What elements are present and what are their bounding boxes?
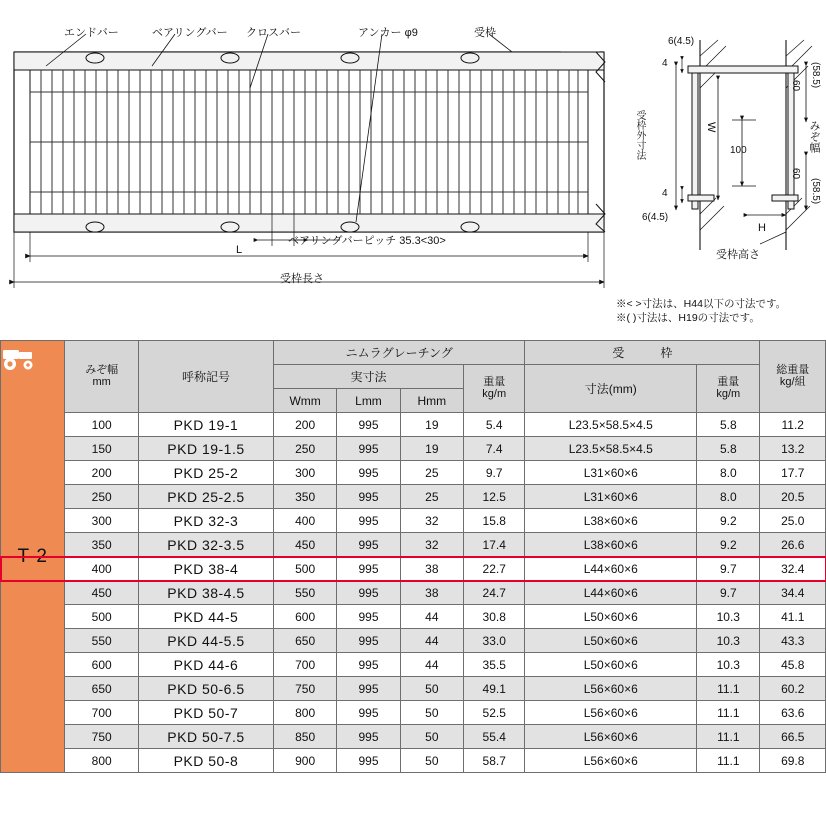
table-row[interactable] bbox=[1, 581, 826, 605]
table-row[interactable] bbox=[1, 701, 826, 725]
cell-w: 800 bbox=[273, 701, 336, 725]
cell-l: 995 bbox=[337, 557, 400, 581]
cell-kgm: 52.5 bbox=[464, 701, 525, 725]
label-frame-height: 受枠高さ bbox=[716, 249, 760, 261]
cell-groove: 600 bbox=[65, 653, 139, 677]
cell-code: PKD 25-2.5 bbox=[138, 485, 273, 509]
cell-frame: L44×60×6 bbox=[525, 557, 697, 581]
cell-frame: L38×60×6 bbox=[525, 509, 697, 533]
cell-l: 995 bbox=[337, 485, 400, 509]
label-frame: 受枠 bbox=[474, 27, 496, 39]
table-row[interactable] bbox=[1, 437, 826, 461]
cell-h: 38 bbox=[400, 581, 463, 605]
cell-w: 700 bbox=[273, 653, 336, 677]
cell-w: 500 bbox=[273, 557, 336, 581]
cell-h: 50 bbox=[400, 677, 463, 701]
cell-l: 995 bbox=[337, 725, 400, 749]
cell-frame: L56×60×6 bbox=[525, 749, 697, 773]
note-2: ※( )寸法は、H19の寸法です。 bbox=[616, 312, 760, 324]
cell-h: 19 bbox=[400, 437, 463, 461]
header-groove-width-text: みぞ幅 bbox=[85, 363, 119, 376]
cell-h: 50 bbox=[400, 725, 463, 749]
cell-kgm: 15.8 bbox=[464, 509, 525, 533]
class-badge-t2 bbox=[1, 341, 65, 773]
cell-total: 60.2 bbox=[760, 677, 826, 701]
cell-w: 400 bbox=[273, 509, 336, 533]
label-anchor: アンカー φ9 bbox=[358, 27, 418, 39]
cell-frame-kgm: 11.1 bbox=[697, 677, 760, 701]
cell-h: 19 bbox=[400, 413, 463, 437]
header-w: Wmm bbox=[273, 389, 336, 413]
header-actual-dim: 実寸法 bbox=[273, 365, 463, 389]
cell-kgm: 30.8 bbox=[464, 605, 525, 629]
cell-code: PKD 50-6.5 bbox=[138, 677, 273, 701]
cell-frame-kgm: 10.3 bbox=[697, 629, 760, 653]
cell-h: 25 bbox=[400, 461, 463, 485]
label-frame-outer-dim: 受枠外寸法 bbox=[634, 110, 645, 160]
cell-code: PKD 50-8 bbox=[138, 749, 273, 773]
table-row[interactable] bbox=[1, 725, 826, 749]
cell-code: PKD 38-4 bbox=[138, 557, 273, 581]
cell-groove: 550 bbox=[65, 629, 139, 653]
roller-vehicle-icon bbox=[0, 346, 40, 372]
cell-l: 995 bbox=[337, 581, 400, 605]
cell-code: PKD 50-7.5 bbox=[138, 725, 273, 749]
cell-l: 995 bbox=[337, 533, 400, 557]
dim-585-top: (58.5) bbox=[810, 62, 821, 89]
table-row[interactable] bbox=[1, 629, 826, 653]
cell-h: 44 bbox=[400, 605, 463, 629]
cell-frame: L38×60×6 bbox=[525, 533, 697, 557]
cell-h: 50 bbox=[400, 701, 463, 725]
cell-kgm: 49.1 bbox=[464, 677, 525, 701]
cell-l: 995 bbox=[337, 509, 400, 533]
cell-groove: 100 bbox=[65, 413, 139, 437]
cell-code: PKD 32-3.5 bbox=[138, 533, 273, 557]
dim-W: W bbox=[705, 122, 717, 133]
dim-645-top: 6(4.5) bbox=[668, 36, 695, 47]
header-l: Lmm bbox=[337, 389, 400, 413]
header-groove-width bbox=[65, 341, 139, 413]
cell-frame-kgm: 9.7 bbox=[697, 581, 760, 605]
cell-w: 200 bbox=[273, 413, 336, 437]
cell-groove: 350 bbox=[65, 533, 139, 557]
dim-H: H bbox=[758, 222, 766, 234]
cell-kgm: 9.7 bbox=[464, 461, 525, 485]
cell-total: 25.0 bbox=[760, 509, 826, 533]
cell-l: 995 bbox=[337, 629, 400, 653]
cell-code: PKD 44-6 bbox=[138, 653, 273, 677]
dim-60-top: 60 bbox=[790, 80, 801, 92]
header-total-text: 総重量 bbox=[776, 363, 810, 376]
cell-frame: L31×60×6 bbox=[525, 485, 697, 509]
cell-frame: L50×60×6 bbox=[525, 629, 697, 653]
cell-frame-kgm: 5.8 bbox=[697, 437, 760, 461]
cell-kgm: 24.7 bbox=[464, 581, 525, 605]
label-bearing-bar: ベアリングバー bbox=[152, 27, 228, 39]
cell-frame-kgm: 5.8 bbox=[697, 413, 760, 437]
cell-l: 995 bbox=[337, 749, 400, 773]
cell-groove: 750 bbox=[65, 725, 139, 749]
cell-l: 995 bbox=[337, 653, 400, 677]
cell-total: 32.4 bbox=[760, 557, 826, 581]
header-total-weight bbox=[760, 341, 826, 413]
cell-frame-kgm: 8.0 bbox=[697, 461, 760, 485]
cell-frame-kgm: 10.3 bbox=[697, 653, 760, 677]
header-frame-dim: 寸法(mm) bbox=[525, 365, 697, 413]
cell-frame: L56×60×6 bbox=[525, 677, 697, 701]
technical-drawing bbox=[0, 0, 826, 330]
header-frame-weight-text: 重量 bbox=[717, 375, 740, 388]
cell-w: 600 bbox=[273, 605, 336, 629]
cell-frame-kgm: 9.2 bbox=[697, 533, 760, 557]
cell-code: PKD 32-3 bbox=[138, 509, 273, 533]
spec-table bbox=[0, 340, 826, 773]
label-L: L bbox=[236, 244, 243, 256]
cell-h: 32 bbox=[400, 509, 463, 533]
cell-total: 66.5 bbox=[760, 725, 826, 749]
cell-w: 300 bbox=[273, 461, 336, 485]
cell-l: 995 bbox=[337, 413, 400, 437]
table-row[interactable] bbox=[1, 485, 826, 509]
label-frame-length: 受枠長さ bbox=[280, 273, 324, 285]
class-label: T-2 bbox=[17, 545, 48, 567]
cell-total: 63.6 bbox=[760, 701, 826, 725]
cell-w: 350 bbox=[273, 485, 336, 509]
label-cross-bar: クロスバー bbox=[246, 27, 301, 39]
cell-frame: L50×60×6 bbox=[525, 605, 697, 629]
cell-code: PKD 25-2 bbox=[138, 461, 273, 485]
dim-645-bottom: 6(4.5) bbox=[642, 212, 669, 223]
header-frame: 受 枠 bbox=[525, 341, 760, 365]
cell-w: 550 bbox=[273, 581, 336, 605]
cell-frame: L23.5×58.5×4.5 bbox=[525, 437, 697, 461]
cell-l: 995 bbox=[337, 677, 400, 701]
table-row[interactable] bbox=[1, 653, 826, 677]
dim-585-bottom: (58.5) bbox=[810, 178, 821, 205]
dim-4-bottom: 4 bbox=[662, 188, 668, 199]
cell-h: 25 bbox=[400, 485, 463, 509]
table-row[interactable] bbox=[1, 509, 826, 533]
dim-60-bottom: 60 bbox=[790, 168, 801, 180]
table-row[interactable] bbox=[1, 461, 826, 485]
cell-kgm: 33.0 bbox=[464, 629, 525, 653]
cell-kgm: 22.7 bbox=[464, 557, 525, 581]
header-frame-weight-unit: kg/m bbox=[716, 387, 741, 400]
cell-groove: 200 bbox=[65, 461, 139, 485]
cell-groove: 450 bbox=[65, 581, 139, 605]
cell-frame-kgm: 9.7 bbox=[697, 557, 760, 581]
cell-w: 900 bbox=[273, 749, 336, 773]
cell-code: PKD 50-7 bbox=[138, 701, 273, 725]
cell-groove: 400 bbox=[65, 557, 139, 581]
cell-l: 995 bbox=[337, 605, 400, 629]
cell-total: 17.7 bbox=[760, 461, 826, 485]
header-groove-width-unit: mm bbox=[92, 375, 111, 388]
cell-total: 13.2 bbox=[760, 437, 826, 461]
cell-h: 44 bbox=[400, 629, 463, 653]
table-row[interactable] bbox=[1, 605, 826, 629]
cell-total: 26.6 bbox=[760, 533, 826, 557]
cell-frame: L31×60×6 bbox=[525, 461, 697, 485]
cell-code: PKD 38-4.5 bbox=[138, 581, 273, 605]
cell-total: 69.8 bbox=[760, 749, 826, 773]
cell-kgm: 12.5 bbox=[464, 485, 525, 509]
cell-frame: L44×60×6 bbox=[525, 581, 697, 605]
cell-groove: 500 bbox=[65, 605, 139, 629]
label-groove-width: みぞ幅 bbox=[808, 120, 820, 153]
header-frame-weight bbox=[697, 365, 760, 413]
cell-frame-kgm: 11.1 bbox=[697, 749, 760, 773]
cell-kgm: 35.5 bbox=[464, 653, 525, 677]
cell-frame: L56×60×6 bbox=[525, 725, 697, 749]
cell-total: 34.4 bbox=[760, 581, 826, 605]
drawing-vector bbox=[0, 0, 826, 335]
cell-kgm: 58.7 bbox=[464, 749, 525, 773]
header-total-unit: kg/組 bbox=[779, 375, 806, 388]
cell-h: 44 bbox=[400, 653, 463, 677]
cell-total: 43.3 bbox=[760, 629, 826, 653]
cell-frame: L50×60×6 bbox=[525, 653, 697, 677]
cell-w: 850 bbox=[273, 725, 336, 749]
table-row[interactable] bbox=[1, 533, 826, 557]
table-row[interactable] bbox=[1, 749, 826, 773]
cell-h: 50 bbox=[400, 749, 463, 773]
dim-4-top: 4 bbox=[662, 58, 668, 69]
cell-w: 450 bbox=[273, 533, 336, 557]
cell-code: PKD 19-1.5 bbox=[138, 437, 273, 461]
cell-groove: 250 bbox=[65, 485, 139, 509]
cell-frame-kgm: 8.0 bbox=[697, 485, 760, 509]
cell-groove: 700 bbox=[65, 701, 139, 725]
cell-h: 32 bbox=[400, 533, 463, 557]
cell-w: 750 bbox=[273, 677, 336, 701]
label-bearing-bar-pitch: ベアリングバーピッチ 35.3<30> bbox=[288, 235, 446, 247]
cell-l: 995 bbox=[337, 701, 400, 725]
cell-kgm: 55.4 bbox=[464, 725, 525, 749]
note-1: ※< >寸法は、H44以下の寸法です。 bbox=[616, 298, 787, 310]
cell-code: PKD 44-5.5 bbox=[138, 629, 273, 653]
spec-table-wrap bbox=[0, 340, 826, 773]
header-weight-text: 重量 bbox=[483, 375, 506, 388]
cell-frame-kgm: 11.1 bbox=[697, 725, 760, 749]
cell-l: 995 bbox=[337, 437, 400, 461]
header-h: Hmm bbox=[400, 389, 463, 413]
header-weight-unit: kg/m bbox=[482, 387, 507, 400]
cell-l: 995 bbox=[337, 461, 400, 485]
table-row[interactable] bbox=[1, 413, 826, 437]
cell-groove: 800 bbox=[65, 749, 139, 773]
cell-frame: L23.5×58.5×4.5 bbox=[525, 413, 697, 437]
cell-frame: L56×60×6 bbox=[525, 701, 697, 725]
cell-code: PKD 19-1 bbox=[138, 413, 273, 437]
cell-kgm: 5.4 bbox=[464, 413, 525, 437]
cell-frame-kgm: 10.3 bbox=[697, 605, 760, 629]
cell-total: 41.1 bbox=[760, 605, 826, 629]
table-row[interactable] bbox=[1, 677, 826, 701]
label-end-bar: エンドバー bbox=[64, 27, 119, 39]
cell-code: PKD 44-5 bbox=[138, 605, 273, 629]
cell-frame-kgm: 9.2 bbox=[697, 509, 760, 533]
dim-100: 100 bbox=[730, 145, 747, 156]
header-weight bbox=[464, 365, 525, 413]
cell-total: 20.5 bbox=[760, 485, 826, 509]
cell-h: 38 bbox=[400, 557, 463, 581]
table-row-highlighted[interactable] bbox=[1, 557, 826, 581]
cell-kgm: 7.4 bbox=[464, 437, 525, 461]
cell-frame-kgm: 11.1 bbox=[697, 701, 760, 725]
cell-groove: 150 bbox=[65, 437, 139, 461]
cell-groove: 650 bbox=[65, 677, 139, 701]
cell-total: 11.2 bbox=[760, 413, 826, 437]
cell-w: 250 bbox=[273, 437, 336, 461]
cell-groove: 300 bbox=[65, 509, 139, 533]
cell-kgm: 17.4 bbox=[464, 533, 525, 557]
header-name-code: 呼称記号 bbox=[138, 341, 273, 413]
cell-w: 650 bbox=[273, 629, 336, 653]
cell-total: 45.8 bbox=[760, 653, 826, 677]
header-grating: ニムラグレーチング bbox=[273, 341, 524, 365]
